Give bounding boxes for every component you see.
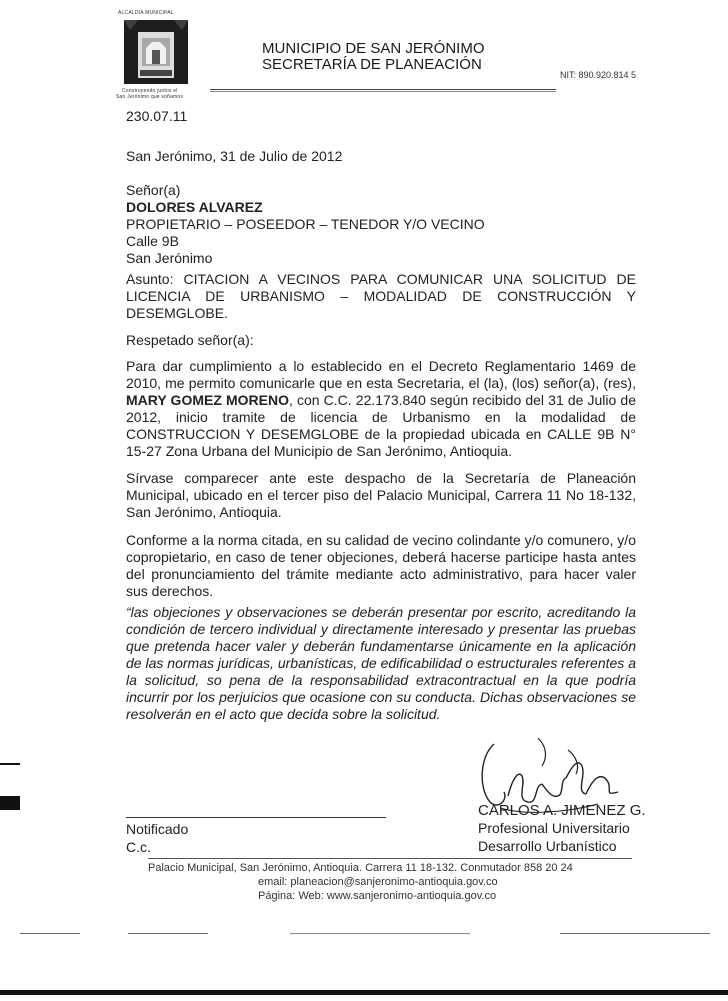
paragraph-notification: [126, 358, 636, 460]
header-divider-secondary: [210, 91, 556, 92]
date-line: San Jerónimo, 31 de Julio de 2012: [126, 148, 343, 164]
header-municipality: MUNICIPIO DE SAN JERÓNIMO: [262, 40, 485, 57]
paragraph-rights: Conforme a la norma citada, en su calidad de vecino colindante y/o comunero, y/o copropietario, en caso de tener objeciones, deberá hacerse participe hasta antes del pronunciamiento del trámite mediante acto administrativo, para hacer valer sus derechos.: [126, 532, 636, 599]
signer-department: Desarrollo Urbanístico: [478, 838, 617, 854]
notified-signature-line: [126, 817, 386, 818]
reference-number: 230.07.11: [126, 108, 188, 124]
scan-mark-dash: [0, 763, 20, 765]
scan-line-left: [20, 933, 80, 934]
header-divider: [210, 89, 556, 90]
signer-name: CARLOS A. JIMENEZ G.: [478, 802, 646, 819]
subject-label: Asunto:: [126, 271, 174, 287]
scan-bottom-edge: [0, 990, 728, 995]
scan-line-center: [290, 933, 470, 934]
scan-line-mid: [128, 933, 208, 934]
recipient-role: PROPIETARIO – POSEEDOR – TENEDOR Y/O VECINO: [126, 216, 485, 232]
paragraph-notification-details: , con C.C. 22.173.840 según recibido del 31 de Julio de 2012, inicio tramite de licencia de Urbanismo en la modalidad de CONSTRUCCION Y DESEMGLOBE de la propiedad ubicada en CALLE 9B N° 15-27 Zona Urbana del Municipio de San Jerónimo, Antioquia.: [126, 392, 636, 459]
logo-motto-line1: Construyendo juntos el: [122, 88, 178, 94]
greeting: Respetado señor(a):: [126, 332, 254, 348]
subject-text: CITACION A VECINOS PARA COMUNICAR UNA SOLICITUD DE LICENCIA DE URBANISMO – MODALIDAD DE CONSTRUCCIÓN Y DESEMGLOBE.: [126, 271, 636, 321]
header-nit: NIT: 890.920.814 5: [560, 70, 637, 80]
logo-motto-line2: San Jerónimo que soñamos: [116, 94, 184, 100]
coat-of-arms-icon: [124, 20, 188, 84]
scan-mark-block: [0, 796, 20, 810]
cc-label: C.c.: [126, 839, 151, 855]
footer-email: email: planeacion@sanjeronimo-antioquia.gov.co: [258, 876, 498, 888]
header-department: SECRETARÍA DE PLANEACIÓN: [262, 56, 482, 73]
legal-quote: “las objeciones y observaciones se deberán presentar por escrito, acreditando la condición de tercero individual y directamente interesado y presentar las pruebas que pretenda hacer valer y deberán fundamentarse únicamente en la aplicación de las normas jurídicas, urbanísticas, de edificabilidad o estructurales referentes a la solicitud, so pena de la responsabilidad extracontractual en la que podría incurrir por los perjuicios que ocasione con su conducta. Dichas observaciones se resolverán en el acto que decida sobre la solicitud.: [126, 604, 636, 722]
municipal-logo: [124, 20, 188, 84]
footer-address: Palacio Municipal, San Jerónimo, Antioquia. Carrera 11 18-132. Conmutador 858 20 24: [148, 862, 573, 874]
signer-title: Profesional Universitario: [478, 820, 630, 836]
recipient-city: San Jerónimo: [126, 250, 213, 266]
recipient-address: Calle 9B: [126, 233, 179, 249]
scan-line-right: [560, 933, 710, 934]
footer-website: Página: Web: www.sanjeronimo-antioquia.gov.co: [258, 890, 497, 902]
logo-top-caption: ALCALDIA MUNICIPAL: [118, 10, 174, 16]
paragraph-notification-intro: Para dar cumplimiento a lo establecido en el Decreto Reglamentario 1469 de 2010, me permito comunicarle que en esta Secretaria, el (la), (los) señor(a), (res),: [126, 358, 636, 391]
recipient-name: DOLORES ALVAREZ: [126, 199, 263, 215]
notified-label: Notificado: [126, 821, 189, 837]
applicant-name: MARY GOMEZ MORENO: [126, 392, 289, 408]
paragraph-appearance: Sírvase comparecer ante este despacho de la Secretaría de Planeación Municipal, ubicado en el tercer piso del Palacio Municipal, Carrera 11 No 18-132, San Jerónimo, Antioquia.: [126, 470, 636, 520]
subject: [126, 271, 636, 322]
recipient-salutation: Señor(a): [126, 182, 181, 198]
footer-divider: [148, 858, 632, 859]
